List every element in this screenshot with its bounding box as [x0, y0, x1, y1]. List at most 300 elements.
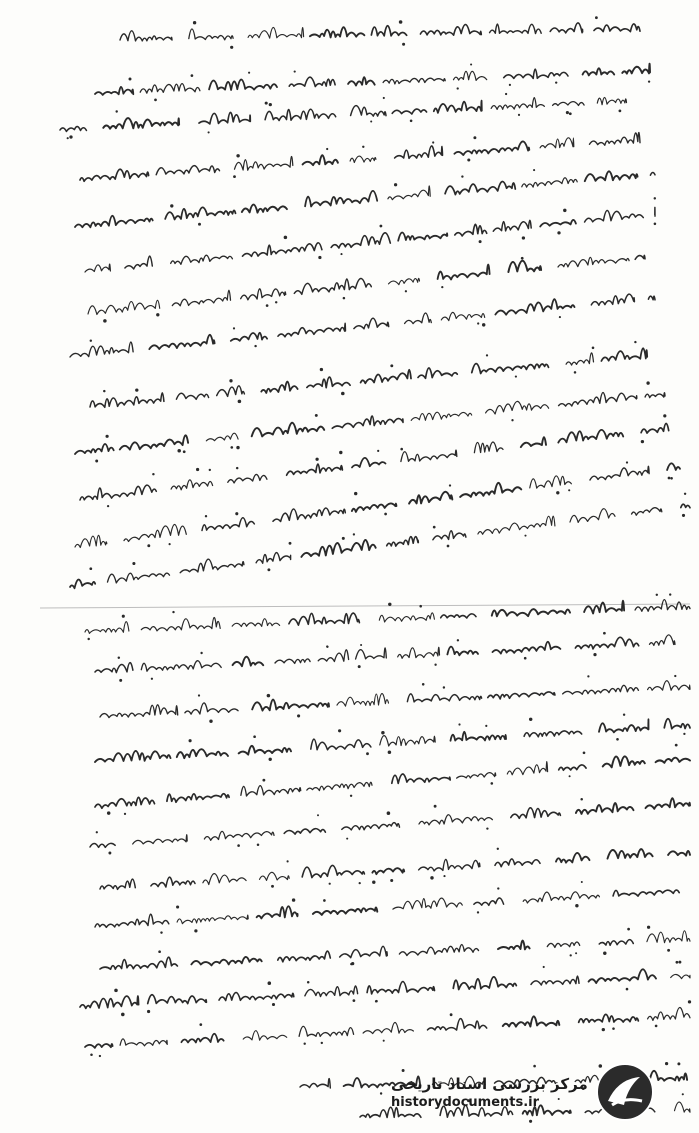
ink-dot [152, 473, 154, 475]
handwritten-word [389, 278, 420, 284]
handwritten-word [85, 1044, 113, 1048]
ink-dot [95, 460, 98, 463]
handwritten-word [556, 853, 590, 863]
ink-dot [390, 879, 393, 882]
ink-dot [169, 543, 171, 545]
handwritten-word [80, 485, 156, 500]
ink-dot [612, 1027, 615, 1030]
handwritten-word [566, 353, 593, 365]
handwritten-word [383, 78, 445, 84]
handwritten-word [284, 829, 325, 834]
handwritten-word [140, 84, 200, 93]
ink-dot [570, 954, 572, 956]
handwritten-word [301, 540, 375, 557]
handwritten-word [490, 24, 542, 33]
ink-dot [449, 484, 451, 486]
ink-dot [236, 467, 238, 469]
handwritten-word [441, 614, 476, 618]
handwritten-word [647, 931, 690, 943]
handwriting-line [85, 593, 690, 640]
handwritten-word [209, 80, 277, 90]
ink-dot [381, 731, 384, 734]
ink-dot [473, 136, 476, 139]
ink-dot [158, 950, 161, 953]
handwriting-line [95, 881, 679, 934]
handwritten-word [313, 908, 377, 915]
handwriting-line [88, 255, 645, 322]
ink-dot [196, 468, 199, 471]
ink-dot [342, 537, 345, 540]
handwritten-word [300, 1079, 330, 1088]
handwritten-word [594, 24, 640, 32]
handwritten-word [80, 169, 149, 181]
watermark-url: historydocuments.ir [391, 1094, 540, 1110]
handwritten-word [352, 503, 397, 511]
handwritten-word [493, 220, 531, 231]
handwritten-word [641, 423, 669, 433]
handwritten-word [206, 433, 238, 441]
handwritten-word [331, 233, 390, 248]
ink-dot [268, 981, 272, 985]
ink-dot [405, 290, 407, 292]
ink-dot [307, 981, 310, 984]
ink-dot [434, 805, 437, 808]
handwriting-line [95, 632, 675, 682]
ink-dot [170, 204, 173, 207]
handwritten-word [590, 466, 649, 480]
ink-dot [267, 568, 270, 571]
handwritten-word [305, 986, 358, 997]
handwritten-word [108, 573, 170, 583]
handwritten-word [100, 957, 177, 969]
ink-dot [326, 148, 328, 150]
handwritten-word [632, 508, 662, 515]
ink-dot [619, 110, 622, 113]
handwritten-word [289, 613, 360, 625]
ink-dot [362, 146, 364, 148]
handwriting-line [60, 93, 627, 139]
handwritten-word [241, 289, 286, 300]
handwritten-word [141, 661, 221, 672]
handwritten-word [120, 435, 188, 449]
ink-dot [372, 880, 375, 883]
ink-dot [271, 885, 274, 888]
ink-dot [556, 491, 559, 494]
watermark-title: مرکز بررسی اسناد تاریخی [391, 1074, 588, 1093]
handwritten-word [589, 969, 656, 983]
handwritten-word [232, 619, 279, 627]
handwritten-word [547, 942, 579, 947]
handwritten-word [90, 393, 164, 407]
handwriting-line [70, 294, 655, 357]
handwritten-word [60, 127, 86, 132]
handwritten-word [241, 786, 301, 796]
handwritten-word [667, 463, 680, 470]
handwritten-word [570, 509, 615, 523]
handwritten-word [645, 393, 665, 398]
handwritten-word [352, 458, 386, 468]
handwritten-word [265, 109, 336, 120]
ink-dot [667, 949, 670, 952]
ink-dot [99, 1055, 101, 1057]
handwritten-word [540, 138, 574, 148]
handwritten-word [585, 210, 644, 222]
handwritten-word [302, 865, 364, 877]
handwritten-word [524, 731, 582, 737]
handwritten-word [576, 803, 634, 814]
handwritten-word [80, 996, 139, 1008]
handwritten-word [120, 31, 172, 41]
ink-dot [580, 798, 583, 801]
handwritten-word [257, 906, 298, 918]
ink-dot [321, 1042, 323, 1044]
handwritten-word [409, 492, 452, 504]
handwritten-word [125, 256, 152, 269]
ink-dot [648, 80, 650, 82]
handwritten-word [90, 843, 115, 847]
handwritten-word [307, 782, 372, 790]
ink-dot [574, 371, 577, 374]
handwriting-line [95, 744, 690, 815]
handwritten-word [191, 957, 261, 966]
ink-dot [529, 718, 532, 721]
ink-dot [353, 533, 355, 535]
handwritten-word [185, 703, 238, 714]
handwritten-word [599, 719, 649, 732]
handwritten-word [189, 29, 233, 40]
ink-dot [350, 795, 352, 797]
ink-dot [433, 526, 436, 529]
ink-dot [103, 390, 105, 392]
handwritten-word [294, 279, 371, 295]
ink-dot [443, 875, 445, 877]
handwritten-word [585, 171, 638, 181]
ink-dot [292, 898, 295, 901]
ink-dot [90, 339, 92, 341]
handwritten-word [419, 815, 492, 825]
ink-dot [119, 679, 122, 682]
handwritten-word [75, 444, 114, 454]
ink-dot [69, 135, 72, 138]
handwritten-word [332, 416, 403, 428]
handwritten-word [656, 758, 690, 763]
ink-dot [229, 379, 232, 382]
ink-dot [422, 683, 425, 686]
handwritten-word [650, 172, 655, 175]
handwritten-word [399, 945, 478, 956]
ink-dot [592, 347, 595, 350]
handwritten-word [120, 1039, 167, 1046]
ink-dot [521, 257, 524, 260]
ink-dot [105, 435, 108, 438]
ink-dot [402, 43, 405, 46]
ink-dot [375, 1000, 377, 1002]
ink-dot [205, 515, 207, 517]
ink-dot [684, 493, 686, 495]
handwritten-word [219, 992, 294, 1000]
handwritten-word [460, 483, 521, 497]
handwriting-line [80, 414, 669, 507]
handwritten-word [239, 746, 291, 755]
handwritten-word [342, 823, 400, 830]
ink-dot [154, 99, 157, 102]
ink-dot [189, 739, 192, 742]
ink-dot [678, 961, 681, 964]
ink-dot [236, 154, 239, 157]
ink-dot [509, 84, 511, 86]
handwritten-word [583, 68, 615, 75]
handwritten-word [511, 808, 561, 818]
handwritten-word [299, 1026, 354, 1036]
handwritten-word [478, 516, 555, 534]
ink-dot [485, 725, 487, 727]
ink-dot [654, 197, 656, 199]
handwritten-word [273, 508, 345, 522]
ink-dot [147, 1010, 150, 1013]
ink-dot [339, 451, 342, 454]
handwritten-word [388, 186, 430, 200]
ink-dot [269, 103, 272, 106]
ink-dot [477, 911, 479, 913]
handwritten-word [181, 1034, 223, 1043]
handwriting-line [100, 926, 690, 970]
handwritten-word [177, 915, 248, 924]
handwritten-word [85, 622, 129, 634]
ink-dot [315, 414, 318, 417]
handwritten-word [95, 797, 155, 808]
ink-dot [338, 729, 341, 732]
handwritten-word [488, 692, 555, 699]
ink-dot [297, 714, 300, 717]
handwritten-word [455, 224, 487, 236]
ink-dot [121, 1013, 125, 1017]
ink-dot [390, 364, 393, 367]
handwritten-word [100, 705, 178, 718]
ink-dot [233, 175, 236, 178]
handwritten-word [171, 255, 233, 264]
ink-dot [627, 928, 630, 931]
handwritten-word [180, 559, 244, 573]
handwritten-word [498, 941, 530, 950]
handwritten-word [275, 659, 310, 663]
ink-dot [524, 657, 527, 660]
ink-dot [129, 78, 132, 81]
handwritten-word [85, 264, 110, 272]
ink-dot [505, 93, 507, 95]
ink-dot [156, 313, 159, 316]
ink-dot [602, 1028, 605, 1031]
ink-dot [304, 1043, 306, 1045]
handwritten-word [447, 647, 478, 656]
ink-dot [177, 449, 181, 453]
ink-dot [482, 323, 485, 326]
handwriting-line [75, 461, 680, 547]
fold-line [40, 604, 690, 608]
handwritten-word [289, 77, 335, 86]
ink-dot [198, 223, 201, 226]
ink-dot [108, 852, 111, 855]
ink-dot [329, 883, 331, 885]
handwritten-word [95, 914, 169, 927]
ink-dot [626, 461, 628, 463]
handwriting-line [90, 341, 647, 407]
handwritten-word [495, 859, 540, 867]
ink-dot [107, 505, 109, 507]
handwritten-word [235, 157, 293, 171]
handwritten-word [453, 977, 516, 990]
handwritten-word [167, 794, 229, 802]
handwritten-word [601, 348, 647, 361]
handwritten-word [380, 736, 435, 746]
handwritten-word [558, 257, 629, 267]
ink-dot [432, 141, 434, 143]
handwritten-word [348, 77, 375, 85]
handwritten-word [507, 762, 547, 775]
handwritten-word [671, 974, 690, 978]
ink-dot [676, 961, 679, 964]
handwritten-word [492, 609, 570, 616]
handwritten-word [522, 178, 577, 187]
handwritten-word [451, 732, 507, 741]
handwritten-word [88, 300, 160, 314]
ink-dot [284, 236, 288, 240]
ink-dot [353, 999, 356, 1002]
ink-dot [634, 341, 636, 343]
handwritten-word [418, 368, 457, 378]
handwritten-word [599, 940, 633, 946]
handwritten-word [681, 504, 690, 507]
handwritten-word [668, 851, 690, 856]
ink-dot [575, 904, 578, 907]
ink-dot [341, 392, 345, 396]
handwritten-word [553, 102, 585, 106]
ink-dot [320, 368, 323, 371]
handwriting-line [80, 133, 640, 182]
ink-dot [443, 686, 445, 688]
handwritten-word [503, 1016, 560, 1026]
ink-dot [626, 988, 629, 991]
ink-dot [315, 458, 318, 461]
handwritten-word [287, 464, 343, 475]
handwritten-word [530, 476, 572, 488]
ink-dot [135, 388, 138, 391]
handwritten-word [103, 118, 179, 129]
ink-dot [603, 632, 606, 635]
handwritten-word [584, 601, 624, 614]
ink-dot [457, 87, 459, 89]
handwritten-word [474, 442, 503, 453]
ink-dot [388, 603, 391, 606]
ink-dot [450, 1013, 453, 1016]
handwritten-word [411, 412, 472, 420]
handwritten-word [493, 642, 561, 654]
handwritten-word [491, 98, 544, 110]
handwritten-word [648, 1008, 690, 1021]
ink-dot [346, 838, 348, 840]
ink-dot [132, 562, 135, 565]
ink-dot [377, 450, 379, 452]
ink-dot [275, 301, 277, 303]
handwritten-word [590, 133, 641, 146]
ink-dot [682, 514, 685, 517]
ink-dot [479, 240, 482, 243]
handwritten-word [228, 474, 267, 482]
ink-dot [230, 446, 233, 449]
ink-dot [317, 814, 319, 816]
ink-dot [434, 664, 436, 666]
handwritten-word [361, 370, 411, 384]
ink-dot [257, 843, 260, 846]
ink-dot [209, 719, 212, 722]
ink-dot [118, 656, 120, 658]
handwritten-word [523, 892, 599, 903]
handwritten-word [243, 243, 322, 257]
handwritten-word [204, 831, 274, 840]
handwritten-word [148, 995, 207, 1004]
ink-dot [191, 74, 194, 77]
ink-dot [269, 758, 272, 761]
ink-dot [262, 779, 265, 782]
ink-dot [646, 381, 649, 384]
ink-dot [388, 750, 392, 754]
ink-dot [200, 652, 202, 654]
handwritten-word [420, 25, 481, 36]
ink-dot [183, 450, 186, 453]
ink-dot [497, 848, 499, 850]
handwritten-word [419, 859, 480, 871]
handwritten-word [75, 535, 107, 547]
ink-dot [511, 419, 513, 421]
handwritten-word [141, 618, 220, 631]
handwritten-word [379, 613, 434, 622]
handwritten-word [318, 650, 348, 662]
ink-dot [340, 253, 342, 255]
ink-dot [253, 735, 256, 738]
handwritten-word [363, 1022, 413, 1033]
handwritten-word [648, 681, 690, 691]
handwritten-word [243, 1031, 287, 1040]
ink-dot [379, 225, 382, 228]
handwritten-word [95, 751, 171, 762]
handwritten-word [434, 101, 482, 113]
ink-dot [458, 723, 460, 725]
ink-dot [575, 952, 577, 954]
ink-dot [176, 905, 179, 908]
handwritten-word [203, 874, 246, 885]
ink-dot [370, 120, 372, 122]
handwritten-word [351, 106, 386, 117]
handwritten-word [433, 531, 466, 540]
ink-dot [656, 594, 658, 596]
ink-dot [655, 1025, 658, 1028]
handwritten-word [172, 290, 230, 306]
ink-dot [477, 322, 479, 324]
ink-dot [447, 545, 450, 548]
handwritten-word [133, 835, 188, 844]
handwritten-word [356, 648, 387, 659]
handwritten-word [646, 798, 691, 809]
handwritten-word [579, 1014, 639, 1022]
ink-dot [670, 477, 673, 480]
handwritten-word [165, 207, 235, 219]
handwritten-word [401, 450, 457, 461]
handwritten-word [428, 1019, 487, 1030]
handwriting-line [85, 1000, 691, 1057]
ink-dot [515, 376, 517, 378]
handwritten-word [278, 323, 345, 336]
handwritten-word [635, 255, 645, 259]
handwritten-word [310, 27, 365, 37]
